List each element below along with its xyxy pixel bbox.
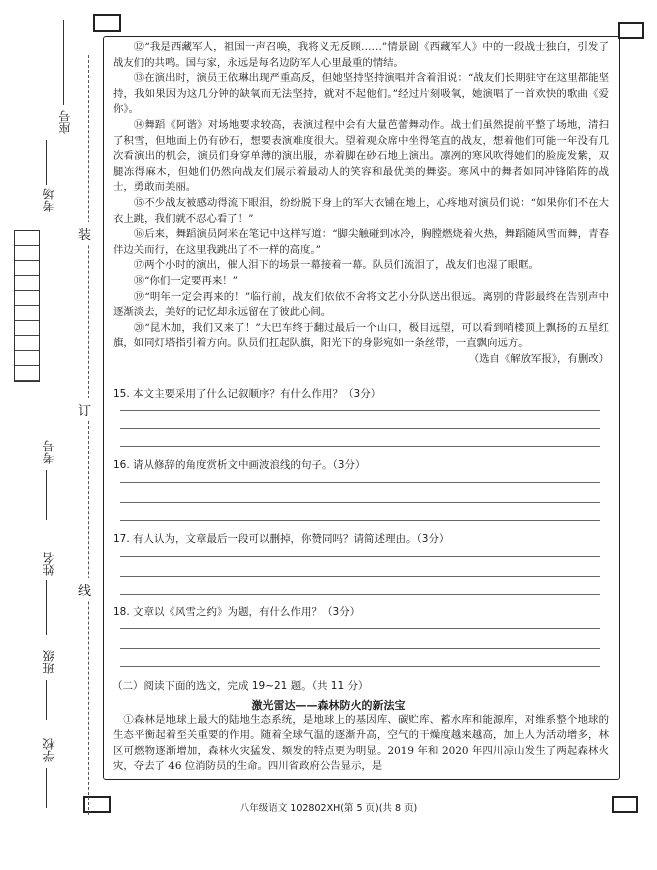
name-label: 姓名 (42, 552, 56, 576)
page-footer: 八年级语文 102802XH(第 5 页)(共 8 页) (239, 803, 418, 814)
answer-line[interactable] (120, 556, 600, 557)
answer-line[interactable] (120, 520, 600, 521)
answer-line[interactable] (120, 410, 600, 411)
answer-line[interactable] (120, 502, 600, 503)
seat-line (63, 20, 64, 105)
question-16: 16. 请从修辞的角度赏析文中画波浪线的句子。（3分） (113, 459, 366, 471)
passage-paragraph-18: ⑱“你们一定要再来！” (133, 274, 238, 287)
exam-number-line (46, 470, 47, 520)
passage (113, 40, 609, 367)
answer-line[interactable] (120, 648, 600, 649)
class-label: 班级 (42, 650, 56, 674)
passage-paragraph-16: ⑯后来，舞蹈演员阿米在笔记中这样写道：“脚尖触碰到冰冷，胸膛燃烧着火热，舞蹈随风雪而舞，青春伴边关而行，在这里我跳出了不一样的高度。” (113, 228, 609, 256)
binding-strip (0, 0, 108, 870)
school-label: 学校 (42, 738, 56, 762)
cut-mark-zhuang: 装 (78, 222, 91, 245)
question-17: 17. 有人认为，文章最后一段可以删掉，你赞同吗？请简述理由。（3分） (113, 533, 450, 545)
answer-line[interactable] (120, 594, 600, 595)
exam-number-grid (14, 230, 40, 382)
section2-intro: （二）阅读下面的选文，完成 19~21 题。（共 11 分） (112, 680, 369, 692)
answer-line[interactable] (120, 428, 600, 429)
registration-mark-top-right (618, 22, 644, 39)
question-15: 15. 本文主要采用了什么记叙顺序？有什么作用？（3分） (113, 388, 382, 400)
passage-paragraph-13: ⑬在演出时，演员王依琳出现严重高反，但她坚持坚持演唱并含着泪说：“战友们长期驻守在这里都能坚持，我如果因为这几分钟的缺氧而无法坚持，就对不起他们。”经过片刻吸氧，她演唱了一首欢快的歌曲《爱你》。 (113, 72, 609, 116)
answer-line[interactable] (120, 446, 600, 447)
name-line (46, 580, 47, 635)
answer-line[interactable] (120, 576, 600, 577)
cut-mark-xian: 线 (78, 578, 91, 601)
room-label: 考场 (42, 188, 56, 212)
answer-line[interactable] (120, 628, 600, 629)
room-line (46, 140, 47, 185)
passage-source: （选自《解放军报》，有删改） (468, 352, 609, 365)
cut-mark-ding: 订 (78, 398, 91, 421)
passage-paragraph-19: ⑲“明年一定会再来的！”临行前，战友们依依不舍将文艺小分队送出很远。离别的背影最终在告别声中逐渐淡去，美好的记忆却永远留在了彼此心间。 (113, 290, 609, 319)
passage-paragraph-17: ⑰两个小时的演出，催人泪下的场景一幕接着一幕。队员们流泪了，战友们也湿了眼眶。 (133, 259, 540, 272)
answer-line[interactable] (120, 666, 600, 667)
passage-paragraph-15: ⑮不少战友被感动得流下眼泪，纷纷脱下身上的军大衣铺在地上，心疼地对演员们说：“如果你们不在大衣上跳，我们就不忍心看了！” (113, 196, 609, 225)
section2-title: 激光雷达——森林防火的新法宝 (251, 699, 406, 712)
section2-paragraph-1: ①森林是地球上最大的陆地生态系统，是地球上的基因库、碳贮库、蓄水库和能源库，对维系整个地球的生态平衡起着至关重要的作用。随着全球气温的逐渐升高，空气的干燥度越来越高，加上人为活动增多，林区可燃物逐渐增加，森林火灾猛发、频发的特点更为明显。2019 年和 2020 年四川凉山发生了两起森林火灾，夺去了 46 位消防员的生命。四川省政府公告显示，是 (113, 714, 609, 773)
passage-paragraph-20: ⑳“昆木加，我们又来了！”大巴车终于翻过最后一个山口，极目远望，可以看到哨楼顶上飘扬的五星红旗，如同灯塔指引着方向。队员们扛起队旗，阳光下的身影宛如一条丝带，一直飘向远方。 (113, 321, 609, 350)
question-18: 18. 文章以《风雪之约》为题，有什么作用？（3分） (113, 606, 361, 618)
passage-paragraph-14: ⑭舞蹈《阿谐》对场地要求较高，表演过程中会有大量芭蕾舞动作。战士们虽然提前平整了场地，清扫了积雪，但地面上仍有砂石，想要表演难度很大。望着观众席中坐得笔直的战友，想着他们可能一年没有几次看演出的机会，演员们身穿单薄的演出服，赤着脚在砂石地上演出。凛冽的寒风吹得她们的脸庞发紫，双腿冻得麻木，但她们仍然向战友们展示着最动人的笑容和最优美的舞姿。寒风中的舞者如同冲锋陷阵的战士，勇敢而美丽。 (113, 118, 609, 194)
passage-paragraph-12: ⑫“我是西藏军人，祖国一声召唤，我将义无反顾……”情景剧《西藏军人》中的一段战士独白，引发了战友们的共鸣。国与家，永远是每名边防军人心里最重的情结。 (113, 41, 609, 69)
answer-line[interactable] (120, 482, 600, 483)
seat-label: 座号 (58, 110, 72, 134)
exam-number-label: 考号 (42, 440, 56, 464)
